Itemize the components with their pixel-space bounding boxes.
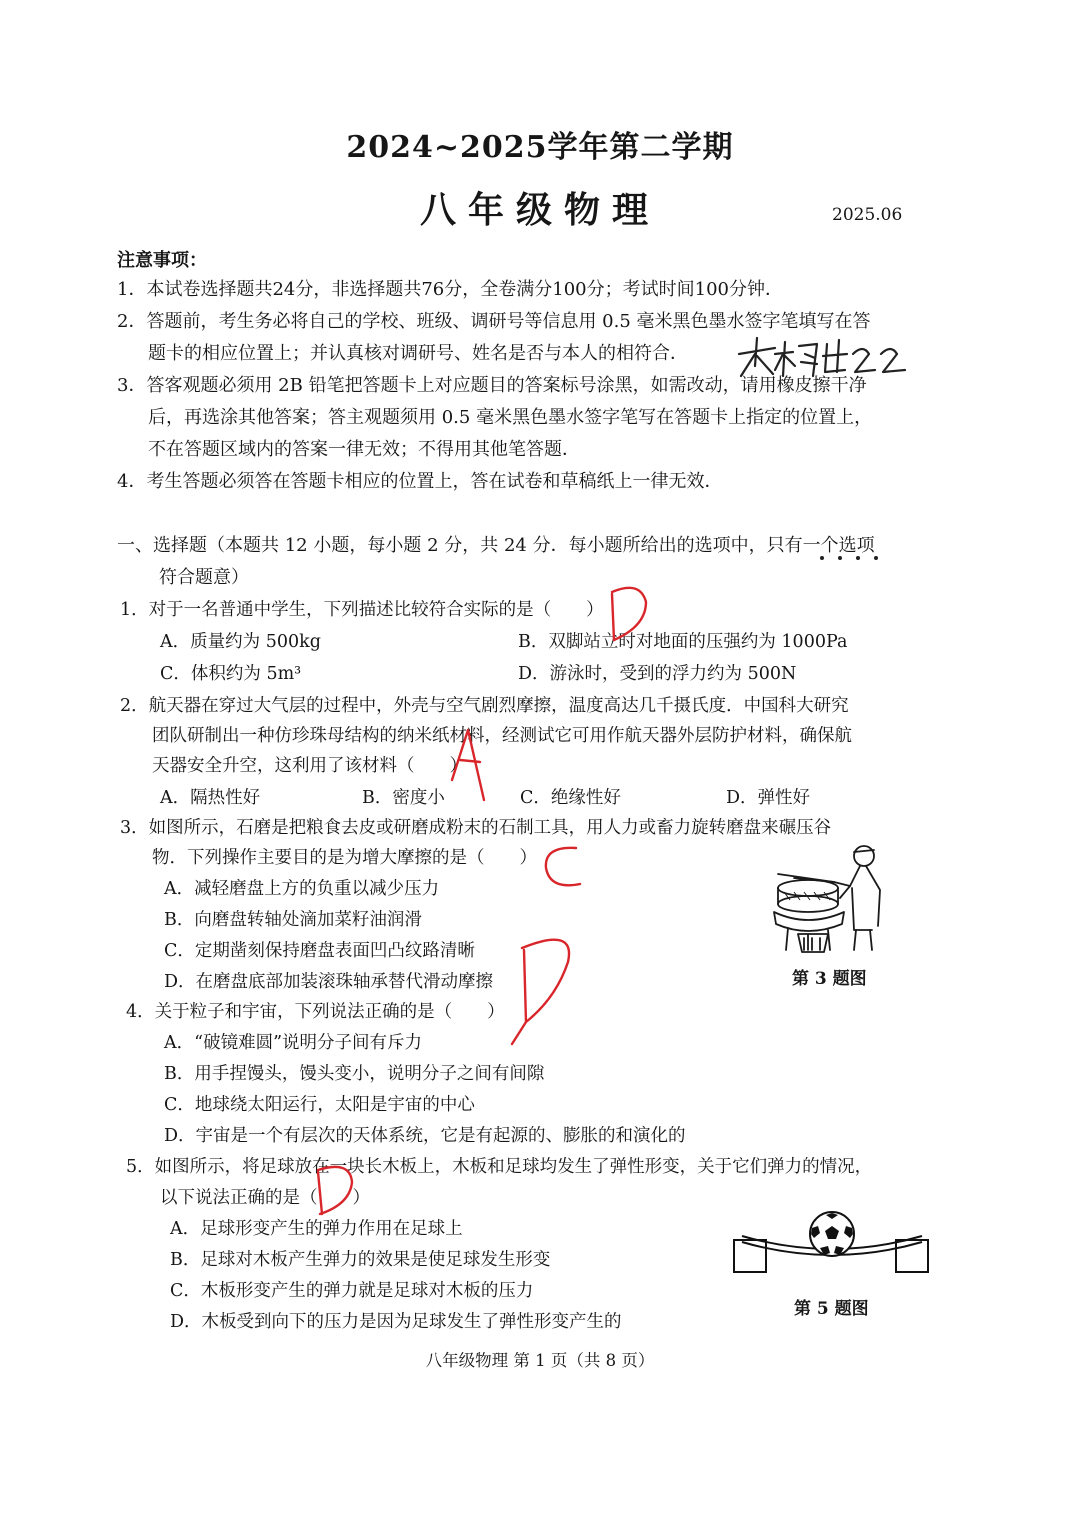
- question-4-option-b: B．用手捏馒头，馒头变小，说明分子之间有间隙: [164, 1064, 545, 1084]
- question-5-option-d: D．木板受到向下的压力是因为足球发生了弹性形变产生的: [170, 1312, 622, 1332]
- answer-mark-q3-d: [512, 940, 569, 1044]
- note-item-1: 1．本试卷选择题共24分，非选择题共76分，全卷满分100分；考试时间100分钟．: [117, 279, 783, 300]
- exam-subject-title: 八年级物理: [419, 189, 660, 231]
- question-1-option-b: B．双脚站立时对地面的压强约为 1000Pa: [518, 632, 848, 652]
- question-1-option-d: D．游泳时，受到的浮力约为 500N: [518, 664, 797, 684]
- section1-heading-cont: 符合题意）: [159, 567, 249, 588]
- note-item-4: 4．考生答题必须答在答题卡相应的位置上，答在试卷和草稿纸上一律无效．: [117, 471, 723, 492]
- note-item-3-cont-2: 不在答题区域内的答案一律无效；不得用其他笔答题．: [148, 439, 580, 460]
- question-3-stem-1: 3．如图所示，石磨是把粮食去皮或研磨成粉末的石制工具，用人力或畜力旋转磨盘来碾压谷: [120, 818, 832, 838]
- question-2-option-b: B．密度小: [362, 788, 445, 808]
- exam-date: 2025.06: [832, 205, 903, 225]
- question-3-option-c: C．定期凿刻保持磨盘表面凹凸纹路清晰: [164, 941, 475, 961]
- question-5-option-c: C．木板形变产生的弹力就是足球对木板的压力: [170, 1281, 534, 1301]
- question-1-option-a: A．质量约为 500kg: [160, 632, 321, 652]
- question-2-stem-2: 团队研制出一种仿珍珠母结构的纳米纸材料，经测试它可用作航天器外层防护材料，确保航: [152, 726, 852, 746]
- question-1-option-c: C．体积约为 5m³: [160, 664, 302, 684]
- question-4-option-d: D．宇宙是一个有层次的天体系统，它是有起源的、膨胀的和演化的: [164, 1126, 686, 1146]
- figure-3-caption: 第 3 题图: [792, 969, 867, 989]
- answer-mark-q3: [546, 848, 580, 885]
- question-5-stem-2: 以下说法正确的是（ ）: [160, 1188, 370, 1208]
- notes-heading: 注意事项：: [117, 250, 207, 271]
- page-footer: 八年级物理 第 1 页（共 8 页）: [425, 1351, 655, 1370]
- question-4-stem: 4．关于粒子和宇宙，下列说法正确的是（ ）: [126, 1002, 505, 1022]
- question-4-option-c: C．地球绕太阳运行，太阳是宇宙的中心: [164, 1095, 475, 1115]
- figure-5-caption: 第 5 题图: [794, 1299, 869, 1319]
- question-3-stem-2: 物．下列操作主要目的是为增大摩擦的是（ ）: [152, 848, 537, 868]
- question-3-option-d: D．在磨盘底部加装滚珠轴承替代滑动摩擦: [164, 972, 494, 992]
- note-item-2-cont: 题卡的相应位置上；并认真核对调研号、姓名是否与本人的相符合．: [148, 343, 688, 364]
- exam-term-title: 2024~2025学年第二学期: [346, 130, 734, 165]
- stone-mill-figure: [768, 838, 898, 954]
- question-2-option-a: A．隔热性好: [160, 788, 261, 808]
- note-item-3-cont-1: 后，再选涂其他答案；答主观题须用 0.5 毫米黑色墨水签字笔写在答题卡上指定的位置上，: [148, 407, 873, 428]
- question-5-option-a: A．足球形变产生的弹力作用在足球上: [170, 1219, 463, 1239]
- question-4-option-a: A．“破镜难圆”说明分子间有斥力: [164, 1033, 423, 1053]
- question-2-stem-1: 2．航天器在穿过大气层的过程中，外壳与空气剧烈摩擦，温度高达几千摄氏度．中国科大研究: [120, 696, 849, 716]
- question-2-option-c: C．绝缘性好: [520, 788, 621, 808]
- question-2-stem-3: 天器安全升空，这利用了该材料（ ）: [152, 756, 467, 776]
- note-item-2: 2．答题前，考生务必将自己的学校、班级、调研号等信息用 0.5 毫米黑色墨水签字笔填写在答: [117, 311, 871, 332]
- question-3-option-b: B．向磨盘转轴处滴加菜籽油润滑: [164, 910, 422, 930]
- section1-heading: 一、选择题（本题共 12 小题，每小题 2 分，共 24 分．每小题所给出的选项中，只有一个选项: [117, 535, 875, 556]
- question-1-stem: 1．对于一名普通中学生，下列描述比较符合实际的是（ ）: [120, 600, 604, 620]
- question-3-option-a: A．减轻磨盘上方的负重以减少压力: [164, 879, 440, 899]
- question-5-stem-1: 5．如图所示，将足球放在一块长木板上，木板和足球均发生了弹性形变，关于它们弹力的情况，: [126, 1157, 873, 1177]
- ball-on-plank-figure: [728, 1206, 938, 1282]
- question-5-option-b: B．足球对木板产生弹力的效果是使足球发生形变: [170, 1250, 551, 1270]
- note-item-3: 3．答客观题必须用 2B 铅笔把答题卡上对应题目的答案标号涂黑，如需改动，请用橡皮擦干净: [117, 375, 867, 396]
- question-2-option-d: D．弹性好: [726, 788, 811, 808]
